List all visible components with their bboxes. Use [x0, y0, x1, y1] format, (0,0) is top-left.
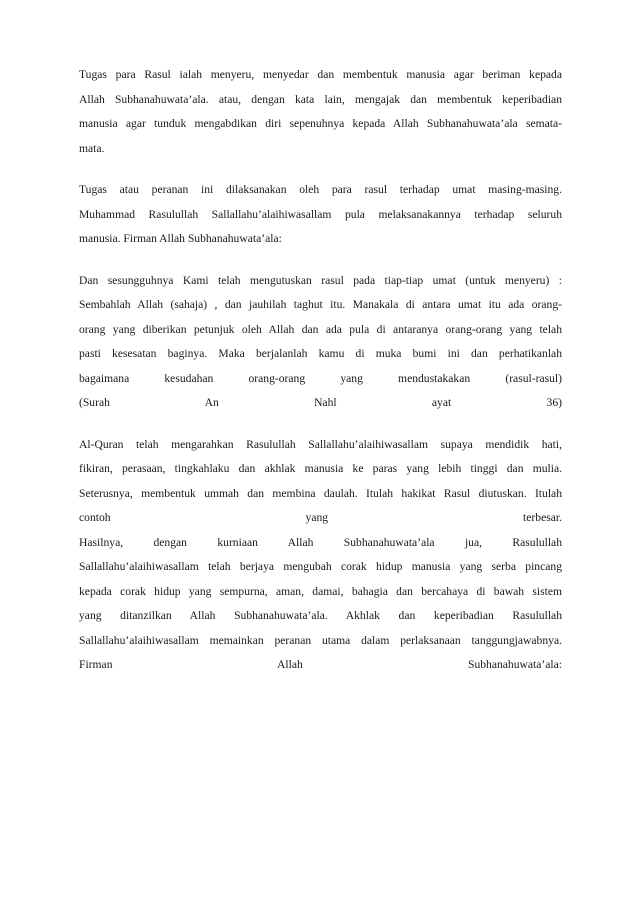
- text-line: yang ditanzilkan Allah Subhanahuwata’ala. Akhlak dan keperibadian Rasulullah: [79, 609, 562, 622]
- text-line: Tugas para Rasul ialah menyeru, menyedar dan membentuk manusia agar beriman kepada: [79, 68, 562, 81]
- text-line: (Surah An Nahl ayat 36): [79, 396, 562, 409]
- text-line: pasti kesesatan baginya. Maka berjalanlah kamu di muka bumi ini dan perhatikanlah: [79, 347, 562, 360]
- text-line: Tugas atau peranan ini dilaksanakan oleh para rasul terhadap umat masing-masing.: [79, 183, 562, 196]
- text-line: Seterusnya, membentuk ummah dan membina daulah. Itulah hakikat Rasul diutuskan. Itulah: [79, 486, 562, 500]
- paragraph: [79, 433, 562, 678]
- text-line: mata.: [79, 141, 105, 155]
- text-line: manusia agar tunduk mengabdikan diri sepenuhnya kepada Allah Subhanahuwata’ala semata-: [79, 117, 562, 130]
- text-line: Al-Quran telah mengarahkan Rasulullah Sallallahu’alaihiwasallam supaya mendidik hati,: [79, 437, 562, 451]
- text-line: Sembahlah Allah (sahaja) , dan jauhilah taghut itu. Manakala di antara umat itu ada orang-: [79, 298, 562, 311]
- text-line: manusia. Firman Allah Subhanahuwata’ala:: [79, 232, 282, 245]
- text-line: Muhammad Rasulullah Sallallahu’alaihiwasallam pula melaksanakannya terhadap seluruh: [79, 207, 562, 221]
- text-line: Hasilnya, dengan kurniaan Allah Subhanahuwata’ala jua, Rasulullah: [79, 535, 562, 549]
- text-line: Firman Allah Subhanahuwata’ala:: [79, 658, 562, 671]
- text-line: kepada corak hidup yang sempurna, aman, damai, bahagia dan bercahaya di bawah sistem: [79, 584, 562, 598]
- document-page: [79, 63, 562, 695]
- text-line: Sallallahu’alaihiwasallam telah berjaya mengubah corak hidup manusia yang serba pincang: [79, 560, 562, 573]
- text-line: Allah Subhanahuwata’ala. atau, dengan kata lain, mengajak dan membentuk keperibadian: [79, 92, 562, 106]
- text-line: fikiran, perasaan, tingkahlaku dan akhlak manusia ke paras yang lebih tinggi dan mulia.: [79, 462, 562, 475]
- paragraph: [79, 63, 562, 161]
- paragraph: [79, 269, 562, 416]
- text-line: bagaimana kesudahan orang-orang yang mendustakakan (rasul-rasul): [79, 371, 562, 385]
- text-line: Sallallahu’alaihiwasallam memainkan peranan utama dalam perlaksanaan tanggungjawabnya.: [79, 633, 562, 647]
- text-line: contoh yang terbesar.: [79, 511, 562, 524]
- paragraph: [79, 178, 562, 252]
- text-line: orang yang diberikan petunjuk oleh Allah dan ada pula di antaranya orang-orang yang telah: [79, 322, 562, 336]
- text-line: Dan sesungguhnya Kami telah mengutuskan rasul pada tiap-tiap umat (untuk menyeru) :: [79, 273, 562, 287]
